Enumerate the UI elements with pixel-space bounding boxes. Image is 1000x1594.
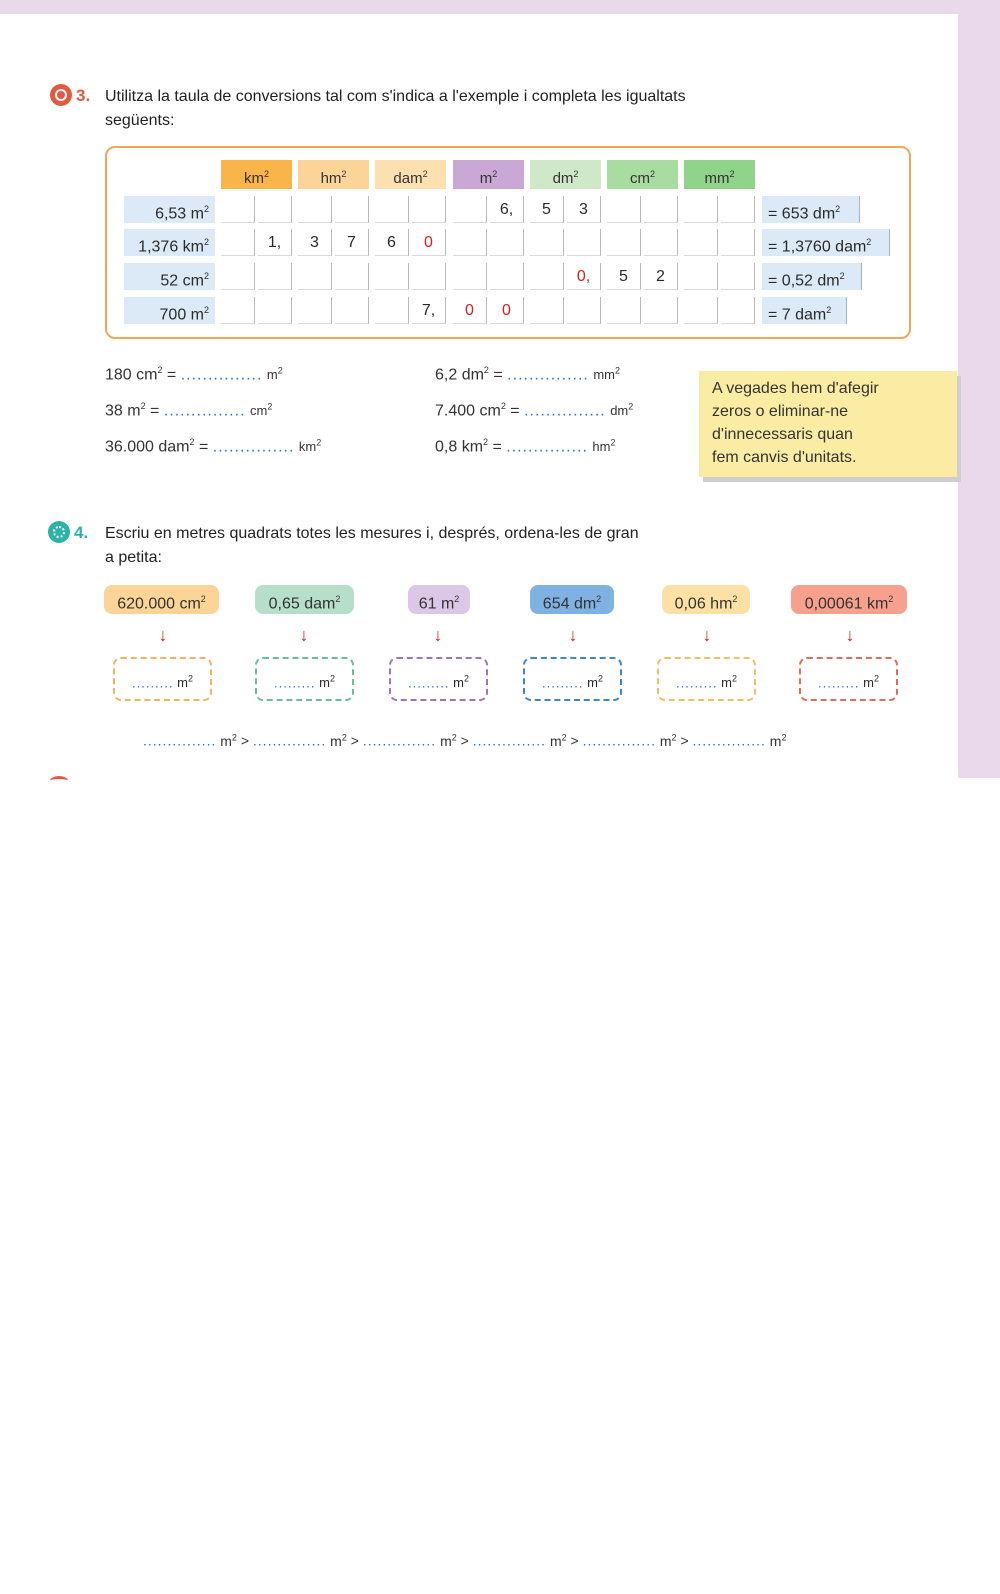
- tip-note-line: d'innecessaris quan: [712, 426, 853, 443]
- squared-exponent: 2: [628, 402, 634, 412]
- answer-box[interactable]: [113, 657, 212, 701]
- table-cell[interactable]: [721, 229, 755, 256]
- table-cell[interactable]: 3: [567, 196, 601, 223]
- order-unit: $m^2$: [440, 732, 457, 749]
- table-cell[interactable]: [453, 196, 487, 223]
- squared-exponent: 2: [316, 438, 322, 448]
- row-result: = 0,52 $dm^2$: [762, 263, 862, 290]
- table-cell[interactable]: [684, 263, 718, 290]
- answer-box[interactable]: [255, 657, 354, 701]
- table-cell[interactable]: [453, 229, 487, 256]
- table-cell[interactable]: [721, 297, 755, 324]
- conversion-equation: 180 $cm^2$ = ............... $m^2$: [105, 365, 283, 384]
- squared-exponent: 2: [839, 271, 845, 281]
- tip-note-line: fem canvis d'unitats.: [712, 449, 857, 466]
- table-cell[interactable]: [298, 263, 332, 290]
- table-cell[interactable]: [258, 263, 292, 290]
- answer-unit: $m^2$: [319, 674, 335, 691]
- tip-note-line: zeros o eliminar-ne: [712, 403, 849, 420]
- squared-exponent: 2: [263, 169, 269, 179]
- answer-unit: $m^2$: [863, 674, 879, 691]
- squared-exponent: 2: [866, 237, 872, 247]
- squared-exponent: 2: [341, 732, 347, 742]
- table-cell[interactable]: 7,: [412, 297, 446, 324]
- answer-blank[interactable]: ...............: [506, 438, 588, 456]
- measure-pill: 0,65 dam$^2$: [255, 585, 354, 614]
- activity-team-icon: [48, 521, 70, 543]
- squared-exponent: 2: [873, 674, 879, 684]
- table-cell[interactable]: 5: [607, 263, 641, 290]
- squared-exponent: 2: [483, 437, 489, 447]
- greater-than-sign: >: [676, 732, 693, 749]
- squared-exponent: 2: [888, 594, 894, 604]
- answer-unit: $hm^2$: [592, 438, 616, 455]
- table-cell[interactable]: 0: [490, 297, 524, 324]
- conversion-equation: 0,8 $km^2$ = ............... $hm^2$: [435, 437, 616, 456]
- exercise-4-instruction-line1: Escriu en metres quadrats totes les mesures i, després, ordena-les de gran: [105, 525, 639, 542]
- measure-pill: 654 $dm^2$: [530, 585, 614, 614]
- table-cell[interactable]: 2: [644, 263, 678, 290]
- unit-header-hm: $hm^2$: [298, 160, 369, 189]
- arrow-down-icon: ↓: [299, 625, 309, 645]
- answer-unit: $m^2$: [453, 674, 469, 691]
- answer-blank[interactable]: ...............: [524, 402, 606, 420]
- squared-exponent: 2: [614, 366, 620, 376]
- answer-blank[interactable]: .........: [542, 675, 584, 691]
- squared-exponent: 2: [732, 594, 738, 604]
- arrow-down-icon: ↓: [158, 625, 168, 645]
- page-frame-right: [958, 0, 1000, 778]
- unit-header-km: $km^2$: [221, 160, 292, 189]
- squared-exponent: 2: [203, 305, 209, 315]
- squared-exponent: 2: [277, 366, 283, 376]
- table-cell[interactable]: [221, 196, 255, 223]
- table-cell[interactable]: [258, 297, 292, 324]
- order-blank[interactable]: ...............: [692, 732, 766, 749]
- table-cell[interactable]: [335, 263, 369, 290]
- unit-header-cm: $cm^2$: [607, 160, 678, 189]
- measure-pill: 0,00061 $km^2$: [791, 585, 907, 614]
- squared-exponent: 2: [203, 271, 209, 281]
- squared-exponent: 2: [231, 732, 237, 742]
- unit-header-m: $m^2$: [453, 160, 524, 189]
- table-cell[interactable]: [412, 196, 446, 223]
- order-blank[interactable]: ...............: [252, 732, 327, 749]
- conversion-equation: 6,2 $dm^2$ = ............... $mm^2$: [435, 365, 620, 384]
- squared-exponent: 2: [335, 594, 341, 604]
- order-unit: $m^2$: [769, 732, 787, 749]
- squared-exponent: 2: [835, 204, 841, 214]
- row-label: 6,53 $m^2$: [124, 196, 215, 223]
- squared-exponent: 2: [267, 402, 273, 412]
- answer-unit: $m^2$: [177, 674, 193, 691]
- table-cell[interactable]: 0: [412, 229, 446, 256]
- squared-exponent: 2: [422, 169, 428, 179]
- table-cell[interactable]: [258, 196, 292, 223]
- row-result: = 653 $dm^2$: [762, 196, 860, 223]
- table-cell[interactable]: 0: [453, 297, 487, 324]
- arrow-down-icon: ↓: [702, 625, 712, 645]
- answer-box[interactable]: [799, 657, 898, 701]
- table-cell[interactable]: 0,: [567, 263, 601, 290]
- squared-exponent: 2: [649, 169, 655, 179]
- row-result: = 7 dam$^2$: [762, 297, 847, 324]
- answer-box[interactable]: [657, 657, 756, 701]
- row-label: 52 $cm^2$: [124, 263, 215, 290]
- exercise-3-instruction-line2: següents:: [105, 112, 175, 129]
- answer-box[interactable]: [389, 657, 488, 701]
- table-cell[interactable]: 6,: [490, 196, 524, 223]
- answer-blank[interactable]: ...............: [212, 438, 295, 456]
- exercise-4-number: 4.: [74, 523, 89, 542]
- squared-exponent: 2: [200, 594, 206, 604]
- order-unit: $m^2$: [659, 732, 677, 749]
- squared-exponent: 2: [573, 169, 579, 179]
- table-cell[interactable]: [530, 229, 564, 256]
- table-cell[interactable]: [684, 297, 718, 324]
- exercise-3-number: 3.: [76, 86, 91, 105]
- measure-pill: 0,06 $hm^2$: [662, 585, 750, 614]
- squared-exponent: 2: [671, 732, 677, 742]
- order-blank[interactable]: ...............: [582, 732, 656, 749]
- table-cell[interactable]: [375, 263, 409, 290]
- squared-exponent: 2: [597, 674, 603, 684]
- table-cell[interactable]: [644, 229, 678, 256]
- table-cell[interactable]: 3: [298, 229, 332, 256]
- squared-exponent: 2: [454, 594, 460, 604]
- conversion-equation: 36.000 dam$^2$ = ............... $km^2$: [105, 437, 322, 456]
- table-cell[interactable]: [607, 297, 641, 324]
- squared-exponent: 2: [729, 169, 735, 179]
- exercise-4-instruction-line2: a petita:: [105, 549, 162, 566]
- answer-unit: $mm^2$: [593, 366, 620, 383]
- activity-target-icon: [50, 84, 72, 106]
- squared-exponent: 2: [329, 674, 335, 684]
- squared-exponent: 2: [463, 674, 469, 684]
- table-cell[interactable]: 7: [335, 229, 369, 256]
- table-cell[interactable]: [412, 263, 446, 290]
- arrow-down-icon: ↓: [568, 625, 578, 645]
- greater-than-sign: >: [346, 732, 363, 749]
- answer-unit: $m^2$: [721, 674, 737, 691]
- row-result: = 1,3760 dam$^2$: [762, 229, 890, 256]
- ordering-line: [143, 732, 786, 749]
- table-cell[interactable]: [607, 229, 641, 256]
- answer-unit: $m^2$: [587, 674, 603, 691]
- arrow-down-icon: ↓: [433, 625, 443, 645]
- order-unit: $m^2$: [330, 732, 347, 749]
- table-cell[interactable]: [490, 229, 524, 256]
- arrow-down-icon: ↓: [845, 625, 855, 645]
- answer-blank[interactable]: ...............: [507, 366, 589, 384]
- table-cell[interactable]: [298, 196, 332, 223]
- squared-exponent: 2: [561, 732, 567, 742]
- greater-than-sign: >: [236, 732, 253, 749]
- tip-note: [699, 371, 957, 477]
- conversion-equation: 7.400 $cm^2$ = ............... $dm^2$: [435, 401, 634, 420]
- greater-than-sign: >: [456, 732, 473, 749]
- answer-unit: $dm^2$: [610, 402, 634, 419]
- table-cell[interactable]: [644, 297, 678, 324]
- squared-exponent: 2: [731, 674, 737, 684]
- order-blank[interactable]: ...............: [362, 732, 437, 749]
- squared-exponent: 2: [157, 365, 163, 375]
- row-label: 700 $m^2$: [124, 297, 215, 324]
- squared-exponent: 2: [781, 732, 787, 742]
- squared-exponent: 2: [596, 594, 602, 604]
- exercise-3-instruction-line1: Utilitza la taula de conversions tal com s'indica a l'exemple i completa les igualtats: [105, 88, 686, 105]
- table-cell[interactable]: [567, 229, 601, 256]
- table-cell[interactable]: [221, 297, 255, 324]
- table-cell[interactable]: [375, 297, 409, 324]
- next-exercise-icon-cutoff: [50, 776, 68, 785]
- squared-exponent: 2: [189, 437, 195, 447]
- tip-note-line: A vegades hem d'afegir: [712, 380, 879, 397]
- answer-unit: $cm^2$: [249, 402, 273, 419]
- table-cell[interactable]: [298, 297, 332, 324]
- order-unit: $m^2$: [220, 732, 237, 749]
- page-frame-top: [0, 0, 1000, 14]
- greater-than-sign: >: [566, 732, 583, 749]
- answer-blank[interactable]: .........: [676, 675, 718, 691]
- order-unit: $m^2$: [549, 732, 567, 749]
- unit-header-dm: $dm^2$: [530, 160, 601, 189]
- table-cell[interactable]: 1,: [258, 229, 292, 256]
- table-cell[interactable]: [684, 196, 718, 223]
- table-cell[interactable]: [567, 297, 601, 324]
- table-cell[interactable]: 5: [530, 196, 564, 223]
- unit-header-dam: dam$^2$: [375, 160, 446, 189]
- answer-blank[interactable]: .........: [408, 675, 450, 691]
- order-blank[interactable]: ...............: [472, 732, 547, 749]
- squared-exponent: 2: [341, 169, 347, 179]
- answer-blank[interactable]: ...............: [163, 402, 246, 420]
- table-cell[interactable]: [530, 297, 564, 324]
- measure-pill: 61 $m^2$: [408, 585, 470, 614]
- table-cell[interactable]: [221, 229, 255, 256]
- squared-exponent: 2: [451, 732, 457, 742]
- order-blank[interactable]: ...............: [143, 732, 217, 749]
- squared-exponent: 2: [140, 401, 146, 411]
- table-cell[interactable]: [607, 196, 641, 223]
- answer-unit: $m^2$: [266, 366, 283, 383]
- table-cell[interactable]: [684, 229, 718, 256]
- table-cell[interactable]: [530, 263, 564, 290]
- squared-exponent: 2: [203, 204, 209, 214]
- squared-exponent: 2: [826, 305, 832, 315]
- squared-exponent: 2: [492, 169, 498, 179]
- squared-exponent: 2: [187, 674, 193, 684]
- table-cell[interactable]: [335, 196, 369, 223]
- unit-header-mm: $mm^2$: [684, 160, 755, 189]
- answer-blank[interactable]: .........: [274, 675, 316, 691]
- table-cell[interactable]: [644, 196, 678, 223]
- squared-exponent: 2: [483, 365, 489, 375]
- conversion-equation: 38 $m^2$ = ............... $cm^2$: [105, 401, 273, 420]
- row-label: 1,376 $km^2$: [124, 229, 215, 256]
- table-cell[interactable]: [335, 297, 369, 324]
- table-cell[interactable]: [721, 263, 755, 290]
- answer-blank[interactable]: .........: [818, 675, 860, 691]
- table-cell[interactable]: [375, 196, 409, 223]
- answer-unit: $km^2$: [298, 438, 322, 455]
- table-cell[interactable]: [453, 263, 487, 290]
- answer-blank[interactable]: .........: [132, 675, 174, 691]
- squared-exponent: 2: [203, 237, 209, 247]
- table-cell[interactable]: [221, 263, 255, 290]
- table-cell[interactable]: 6: [375, 229, 409, 256]
- squared-exponent: 2: [610, 438, 616, 448]
- table-cell[interactable]: [490, 263, 524, 290]
- squared-exponent: 2: [500, 401, 506, 411]
- answer-blank[interactable]: ...............: [180, 366, 263, 384]
- measure-pill: 620.000 $cm^2$: [104, 585, 219, 614]
- answer-box[interactable]: [523, 657, 622, 701]
- table-cell[interactable]: [721, 196, 755, 223]
